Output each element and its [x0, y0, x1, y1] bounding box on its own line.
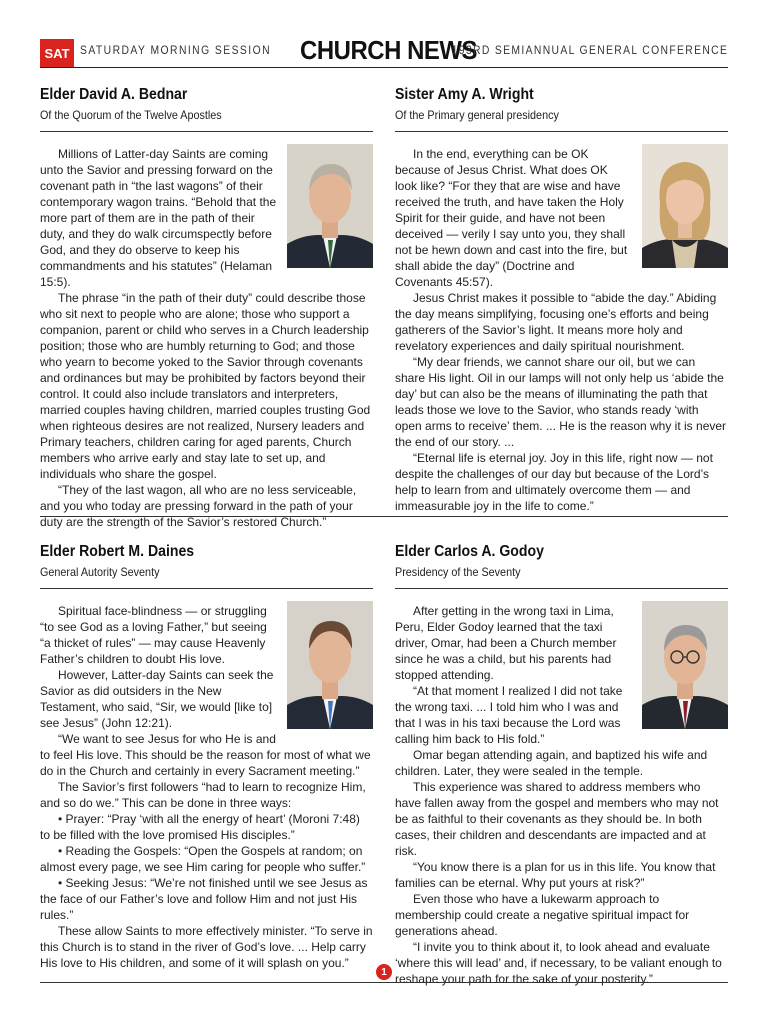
article-divider [40, 588, 373, 589]
page-number: 1 [376, 964, 392, 980]
paragraph: The Savior’s first followers “had to learn to recognize Him, and so do we.” This can be done in three ways: [40, 780, 366, 810]
header-divider [40, 67, 728, 68]
paragraph: This experience was shared to address members who have fallen away from the gospel and members who may not be as faithful to their covenants as they should be. In both cases, their children and descendants are impacted and at risk. [395, 780, 719, 858]
speaker-role: Of the Primary general presidency [395, 108, 559, 122]
article-daines [40, 542, 373, 971]
speaker-name: Elder David A. Bednar [40, 86, 188, 103]
portrait-image [642, 144, 728, 268]
article-divider [395, 588, 728, 589]
paragraph: Millions of Latter-day Saints are coming unto the Savior and pressing forward on the covenant path in “the last wagons” of their contemporary wagon trains. “Behold that the more part of them are in the path of their duty, and they do walk circumspectly before God, and they do observe to keep his commandments and his statutes” (Helaman 15:5). [40, 147, 277, 289]
page-header [40, 35, 728, 67]
article-bednar [40, 85, 373, 530]
paragraph: Omar began attending again, and baptized his wife and children. Later, they were sealed in the temple. [395, 748, 708, 778]
paragraph: However, Latter-day Saints can seek the Savior as did outsiders in the New Testament, who said, “Sir, we would [like to] see Jesus” (John 12:21). [40, 668, 274, 730]
footer-divider [40, 982, 728, 983]
speaker-role: General Autority Seventy [40, 565, 160, 579]
paragraph: These allow Saints to more effectively minister. “To serve in this Church is to stand in the river of God’s love. ... Help carry His love to His children, and some of it will splash on you.” [40, 924, 373, 970]
masthead-title: CHURCH NEWS [300, 35, 477, 65]
speaker-role: Of the Quorum of the Twelve Apostles [40, 108, 222, 122]
portrait-image [287, 601, 373, 729]
paragraph: “They of the last wagon, all who are no less serviceable, and you who today are pressing forward in the path of your duty are the strength of the Savior’s restored Church.” [40, 483, 357, 529]
paragraph: “Eternal life is eternal joy. Joy in this life, right now — not despite the challenges of our day but because of the Lord’s help to learn from and ultimately overcome them — and immeasurable joy in the life to come.” [395, 451, 713, 513]
speaker-role: Presidency of the Seventy [395, 565, 521, 579]
bullet-item: • Reading the Gospels: “Open the Gospels at random; on almost every page, we see Him caring for people who suffer.” [40, 844, 366, 874]
speaker-name: Elder Carlos A. Godoy [395, 543, 544, 560]
portrait-image [642, 601, 728, 729]
article-wright [395, 85, 728, 514]
paragraph: After getting in the wrong taxi in Lima, Peru, Elder Godoy learned that the taxi driver, Omar, had been a Church member since he was a child, but his parents had stopped attending. [395, 604, 617, 682]
paragraph: “I invite you to think about it, to look ahead and evaluate ‘where this will lead’ and, if necessary, to be valiant enough to reshape your path for the sake of your posterity.” [395, 940, 722, 986]
article-godoy [395, 542, 728, 987]
article-body [395, 603, 728, 987]
portrait-photo [642, 601, 728, 729]
paragraph: Even those who have a lukewarm approach to membership could create a negative spiritual impact for generations ahead. [395, 892, 690, 938]
portrait-image [287, 144, 373, 268]
article-body [395, 146, 728, 514]
article-divider [40, 131, 373, 132]
paragraph: Jesus Christ makes it possible to “abide the day.” Abiding the day means simplifying, focusing one’s efforts and being gatherers of the Savior’s light. It means more holy and revelatory experiences and daily spiritual nourishment. [395, 291, 717, 353]
article-body [40, 146, 373, 530]
bullet-item: • Prayer: “Pray ‘with all the energy of heart’ (Moroni 7:48) to be filled with the love promised His disciples.” [40, 812, 360, 842]
portrait-photo [642, 144, 728, 268]
paragraph: The phrase “in the path of their duty” could describe those who sit next to people who are alone; those who support a companion, parent or child who serves in a Church leadership position; those who are humbly returning to God; and those who yearn to become yoked to the Savior through covenants and ordinances but may be prohibited by factors beyond their control. It could also include translators and interpreters, married couples having children, married couples trusting God when righteous desires are not realized, Nursery leaders and Primary teachers, children caring for aged parents, Church members who arrive early and stay late to set up, and individuals who share the gospel. [40, 291, 371, 481]
paragraph: “My dear friends, we cannot share our oil, but we can share His light. Oil in our lamps will not only help us ‘abide the day’ but can also be the means of illuminating the path that leads those we love to the Savior, who stands ready ‘with open arms to receive’ them. ... He is the reason why it is never the end of our story. ... [395, 355, 727, 449]
paragraph: “You know there is a plan for us in this life. You know that families can be eternal. Why put yours at risk?” [395, 860, 716, 890]
conference-label: 193RD SEMIANNUAL GENERAL CONFERENCE [451, 45, 728, 57]
bullet-item: • Seeking Jesus: “We’re not finished until we see Jesus as the face of our Father’s love and follow Him and not just His rules.” [40, 876, 368, 922]
speaker-name: Elder Robert M. Daines [40, 543, 195, 560]
section-divider [40, 516, 728, 517]
portrait-photo [287, 144, 373, 268]
article-body [40, 603, 373, 971]
speaker-name: Sister Amy A. Wright [395, 86, 534, 103]
paragraph: “At that moment I realized I did not take the wrong taxi. ... I told him who I was and that I was in his taxi because the Lord was calling him back to His fold.” [395, 684, 623, 746]
paragraph: In the end, everything can be OK because of Jesus Christ. What does OK look like? “For they that are wise and have received the truth, and have taken the Holy Spirit for their guide, and have not been deceived — verily I say unto you, they shall not be hewn down and cast into the fire, but shall abide the day” (Doctrine and Covenants 45:57). [395, 147, 628, 289]
portrait-photo [287, 601, 373, 729]
article-divider [395, 131, 728, 132]
day-badge: SAT [40, 39, 74, 67]
paragraph: Spiritual face-blindness — or struggling “to see God as a loving Father,” but seeing “a thicket of rules” — may cause Heavenly Father’s children to doubt His love. [40, 604, 267, 666]
session-label: SATURDAY MORNING SESSION [80, 45, 271, 57]
paragraph: “We want to see Jesus for who He is and to feel His love. This should be the reason for most of what we do in the Church and certainly in every Sacrament meeting.” [40, 732, 371, 778]
